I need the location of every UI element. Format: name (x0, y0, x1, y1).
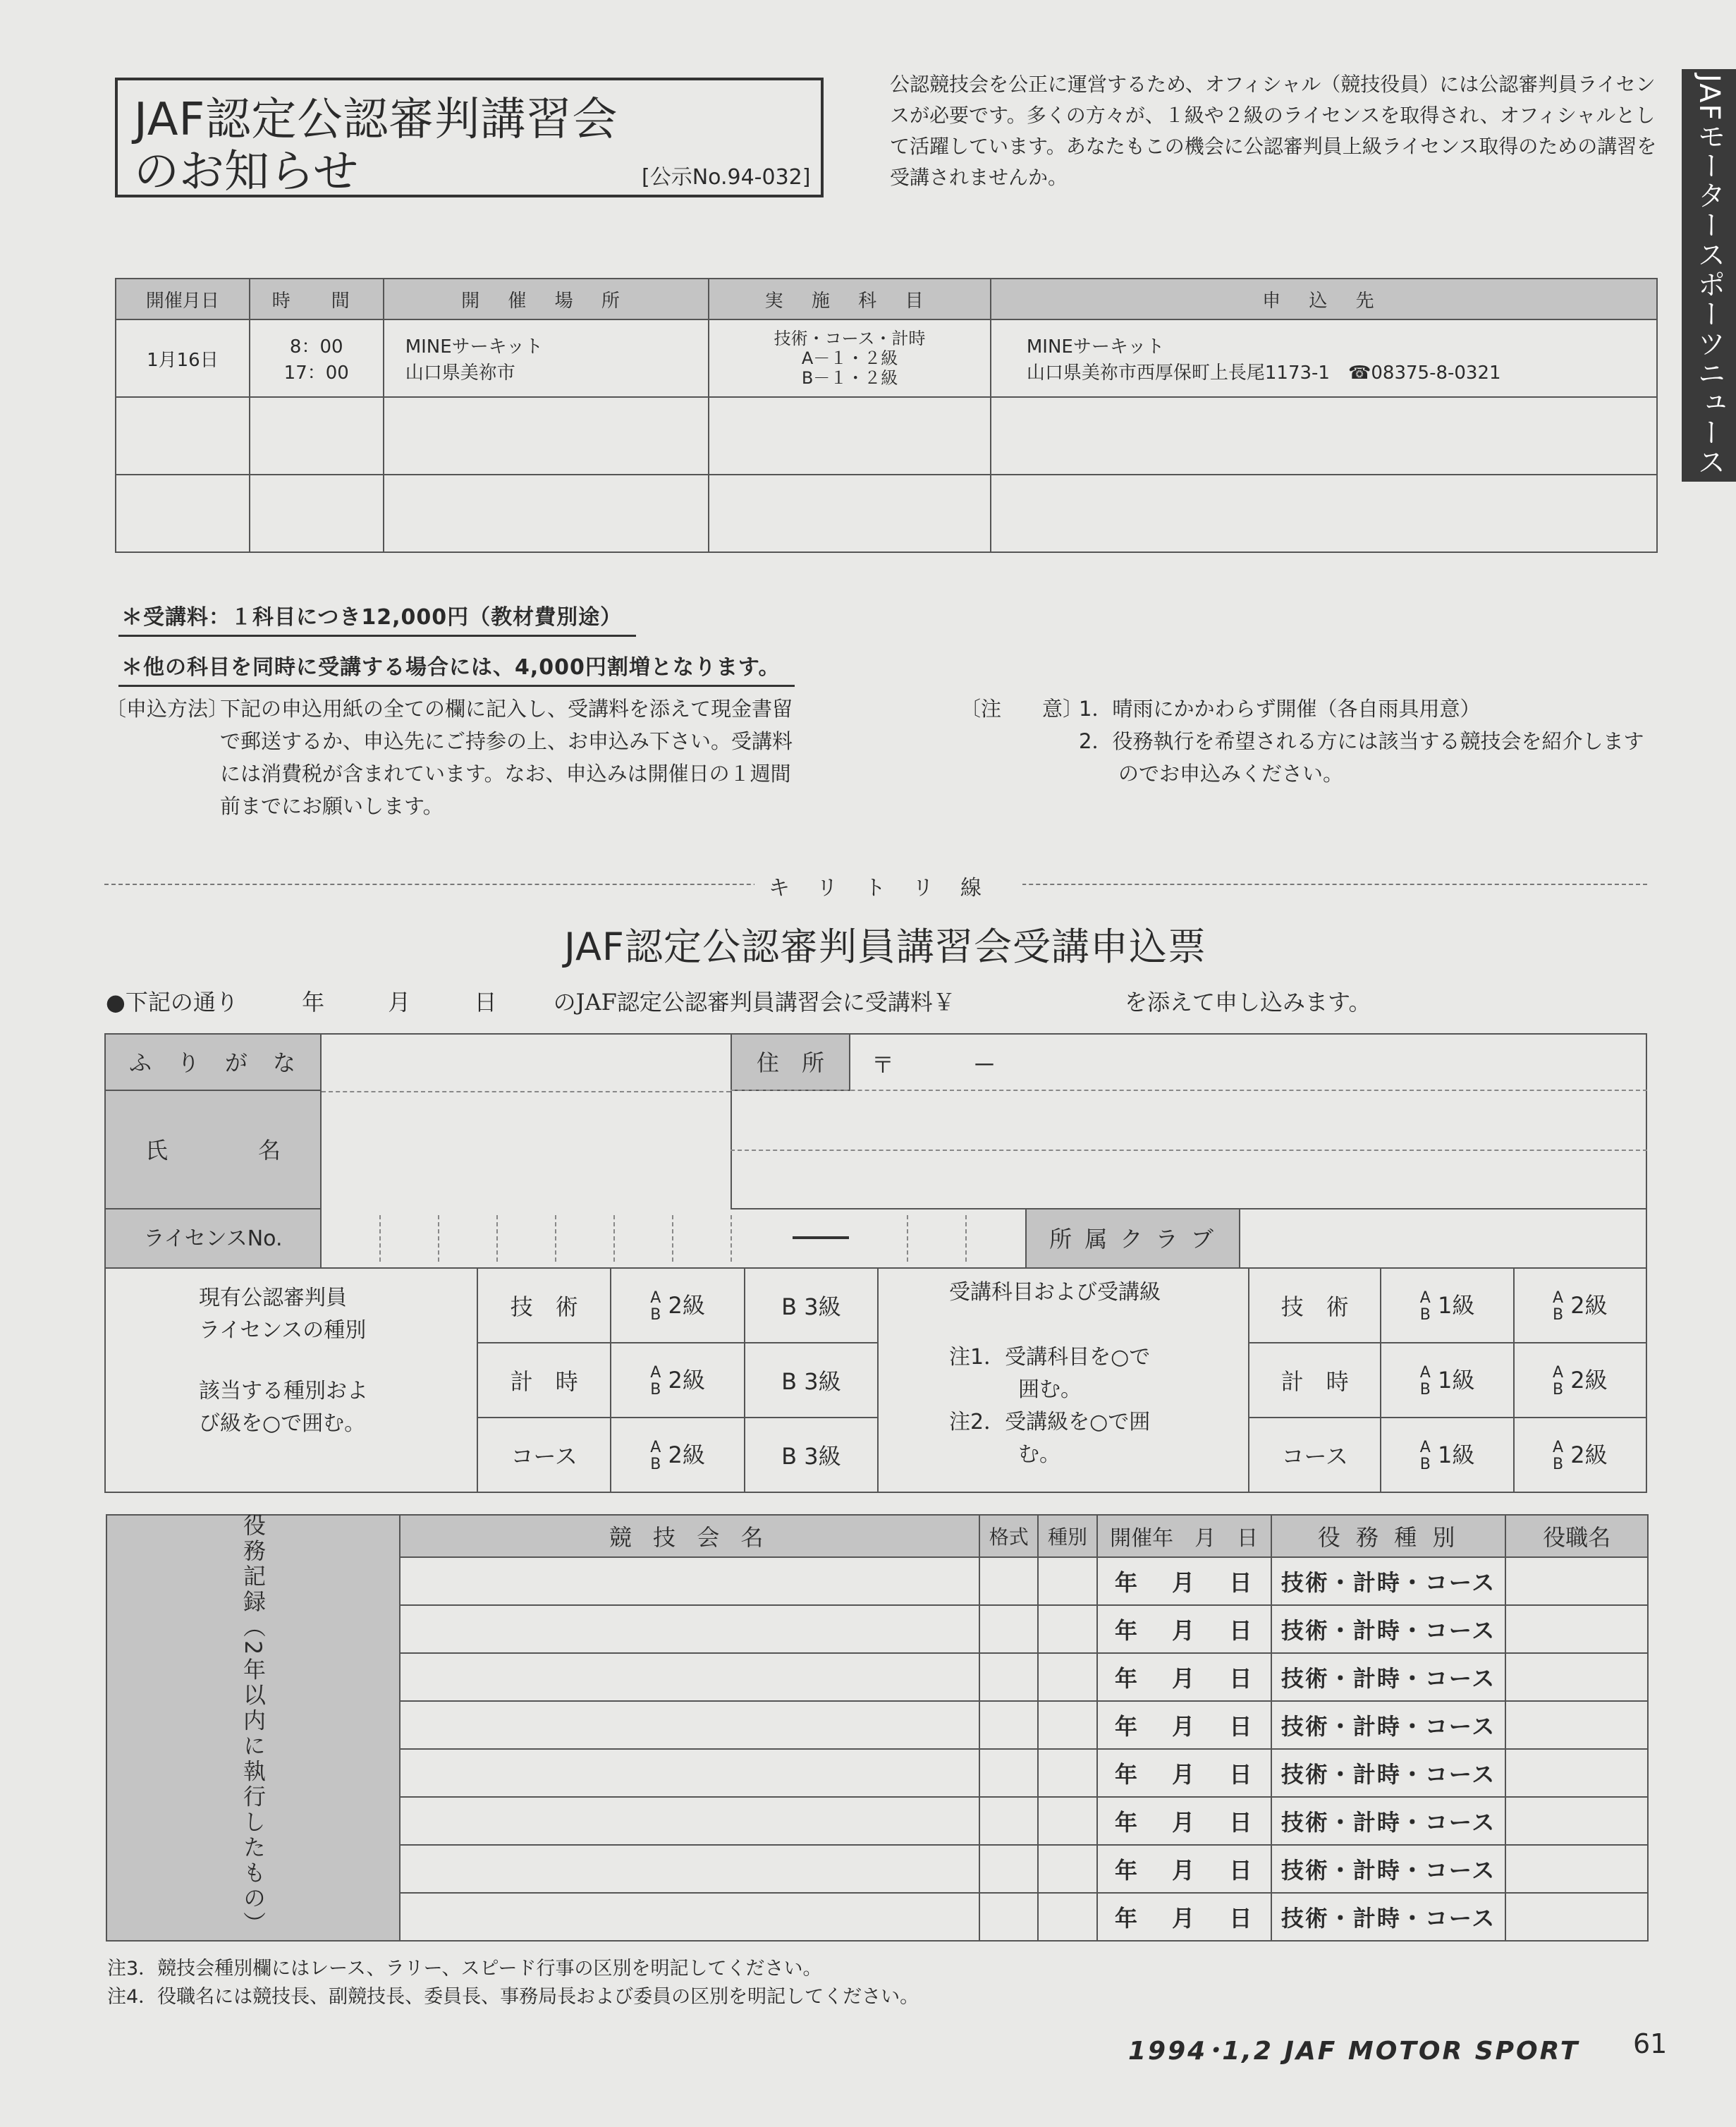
a-mark: A (1553, 1363, 1564, 1382)
col-header: 申 込 先 (991, 279, 1657, 319)
grade-option[interactable] (1381, 1418, 1513, 1492)
desc-line: 注2．受講級を○で囲 (949, 1410, 1151, 1434)
grade-option[interactable] (1514, 1343, 1646, 1418)
schedule-table (115, 278, 1658, 553)
caution-line: のでお申込みください。 (1118, 762, 1344, 786)
grade-label: 2級 (668, 1441, 705, 1468)
duty-type-cell[interactable]: 技術・計時・コース (1271, 1557, 1506, 1605)
format-input[interactable] (979, 1845, 1038, 1893)
event-name-input[interactable] (400, 1749, 979, 1797)
type-input[interactable] (1038, 1749, 1096, 1797)
form-intro-line (106, 985, 1371, 1017)
desc-line: び級を○で囲む。 (199, 1411, 366, 1436)
place-address: 山口県美祢市 (405, 362, 515, 384)
form-notes (107, 1955, 919, 2011)
event-name-input[interactable] (400, 1845, 979, 1893)
page-number: 61 (1633, 2028, 1668, 2059)
duty-record-table (106, 1514, 1649, 1942)
desc-line: ライセンスの種別 (199, 1318, 367, 1343)
a-mark: A (650, 1288, 661, 1307)
grade-label: 1級 (1438, 1441, 1475, 1468)
grade-label: 1級 (1438, 1291, 1475, 1319)
b-mark: B (1553, 1380, 1564, 1398)
date-cell[interactable]: 年 月 日 (1097, 1557, 1271, 1605)
current-license-desc (199, 1282, 368, 1440)
duty-type-cell[interactable]: 技術・計時・コース (1271, 1653, 1506, 1701)
intro-text: 公認競技会を公正に運営するため、オフィシャル（競技役員）には公認審判員ライセンスが必要です。多くの方々が、１級や２級のライセンスを取得され、オフィシャルとして活躍しています。あなたもこの機会に公認審判員上級ライセンス取得のための講習を受講されませんか。 (890, 73, 1657, 189)
license-no-input[interactable] (322, 1208, 1025, 1269)
desc-line: 現有公認審判員 (199, 1286, 347, 1310)
position-input[interactable] (1505, 1797, 1648, 1845)
category-course: コース (477, 1418, 611, 1492)
method-line: で郵送するか、申込先にご持参の上、お申込み下さい。受講料 (220, 729, 793, 753)
position-input[interactable] (1505, 1893, 1648, 1941)
form-intro-text: ●下記の通り (106, 989, 238, 1016)
address-area (731, 1033, 1647, 1209)
subject-line: B－１・２級 (801, 368, 898, 388)
format-input[interactable] (979, 1605, 1038, 1653)
position-input[interactable] (1505, 1605, 1648, 1653)
position-input[interactable] (1505, 1701, 1648, 1749)
event-name-input[interactable] (400, 1797, 979, 1845)
record-side-text: 役務記録（2年以内に執行したもの） (240, 1513, 267, 1937)
method-line: 前までにお願いします。 (220, 794, 444, 818)
event-name-input[interactable] (400, 1893, 979, 1941)
table-row (116, 475, 1657, 552)
apply-address (1027, 358, 1656, 384)
date-cell[interactable]: 年 月 日 (1097, 1653, 1271, 1701)
grade-option[interactable] (1514, 1268, 1646, 1343)
apply-name: MINEサーキット (1026, 336, 1165, 358)
b-mark: B (650, 1305, 661, 1324)
date-cell[interactable]: 年 月 日 (1097, 1749, 1271, 1797)
desc-line: 囲む。 (1018, 1377, 1082, 1402)
a-mark: A (1553, 1438, 1564, 1456)
category-tech: 技 術 (477, 1268, 611, 1343)
fee-note: ＊受講料：１科目につき12,000円（教材費別途） (118, 599, 636, 637)
col-header: 時 間 (250, 279, 384, 319)
grade-option[interactable] (1381, 1268, 1513, 1343)
grade-option[interactable] (611, 1418, 744, 1492)
caution-notes (1079, 693, 1644, 790)
method-text (220, 693, 841, 822)
caution-line: 2．役務執行を希望される方には該当する競技会を紹介します (1079, 729, 1644, 753)
a-mark: A (1553, 1288, 1564, 1307)
club-label: 所 属 ク ラ ブ (1025, 1208, 1240, 1269)
grade-option[interactable] (1381, 1343, 1513, 1418)
b-mark: B (1419, 1380, 1431, 1398)
magazine-issue: 1994･1,2 JAF MOTOR SPORT (1128, 2037, 1580, 2066)
method-line: には消費税が含まれています。なお、申込みは開催日の１週間 (220, 762, 791, 786)
caution-label: 〔注 意〕 (960, 697, 1084, 721)
b-mark: B (650, 1455, 661, 1473)
name-input[interactable] (322, 1091, 731, 1211)
name-label: 氏 名 (104, 1090, 322, 1209)
note-line: 注3．競技会種別欄にはレース、ラリー、スピード行事の区別を明記してください。 (107, 1958, 822, 1980)
format-input[interactable] (979, 1653, 1038, 1701)
position-input[interactable] (1505, 1653, 1648, 1701)
b-mark: B (1553, 1455, 1564, 1473)
duty-type-cell[interactable]: 技術・計時・コース (1271, 1701, 1506, 1749)
place-name: MINEサーキット (405, 336, 544, 358)
fee-surcharge-note: ＊他の科目を同時に受講する場合には、4,000円割増となります。 (118, 650, 795, 687)
col-header: 開催月日 (116, 279, 250, 319)
form-title: JAF認定公認審判員講習会受講申込票 (564, 925, 1206, 969)
record-side-label (106, 1515, 400, 1941)
form-intro-text: を添えて申し込みます。 (1125, 989, 1371, 1016)
a-mark: A (650, 1363, 661, 1382)
furigana-label: ふ り が な (104, 1033, 322, 1091)
table-row (116, 319, 1657, 397)
format-input[interactable] (979, 1557, 1038, 1605)
type-input[interactable] (1038, 1605, 1096, 1653)
b-mark: B (1553, 1305, 1564, 1324)
note-line: 注4．役職名には競技長、副競技長、委員長、事務局長および委員の区別を明記してください。 (107, 1986, 919, 2008)
date-cell: 1月16日 (116, 319, 250, 397)
date-cell[interactable]: 年 月 日 (1097, 1893, 1271, 1941)
col-header: 競 技 会 名 (400, 1515, 979, 1557)
year-label: 年 (302, 989, 325, 1016)
b-mark: B (1419, 1455, 1431, 1473)
format-input[interactable] (979, 1797, 1038, 1845)
type-input[interactable] (1038, 1557, 1096, 1605)
notice-number: [公示No.94-032] (642, 165, 811, 190)
address-line-2[interactable] (731, 1150, 1647, 1151)
month-label: 月 (388, 989, 411, 1016)
grade-option[interactable] (611, 1268, 744, 1343)
place-cell (384, 319, 709, 397)
col-header: 格式 (979, 1515, 1038, 1557)
b-mark: B (650, 1380, 661, 1398)
type-input[interactable] (1038, 1701, 1096, 1749)
subject-line: 技術・コース・計時 (774, 329, 926, 348)
postal-mark: 〒 (872, 1052, 895, 1078)
category-course: コース (1249, 1418, 1381, 1492)
license-no-label: ライセンスNo. (104, 1208, 322, 1269)
grade-label: 2級 (668, 1366, 705, 1394)
grade-option[interactable]: B 3級 (745, 1268, 878, 1343)
type-input[interactable] (1038, 1653, 1096, 1701)
grade-label: 2級 (668, 1291, 705, 1319)
duty-type-cell[interactable]: 技術・計時・コース (1271, 1749, 1506, 1797)
a-mark: A (1419, 1288, 1431, 1307)
col-header: 種別 (1038, 1515, 1096, 1557)
grade-label: 2級 (1570, 1291, 1608, 1319)
apply-license-grid (1248, 1267, 1647, 1493)
date-cell[interactable]: 年 月 日 (1097, 1701, 1271, 1749)
time-cell (250, 319, 384, 397)
col-header: 実 施 科 目 (709, 279, 991, 319)
apply-cell (991, 319, 1657, 397)
position-input[interactable] (1505, 1749, 1648, 1797)
end-time: 17：00 (283, 362, 349, 384)
grade-option[interactable]: B 3級 (745, 1418, 878, 1492)
a-mark: A (1419, 1438, 1431, 1456)
desc-line: む。 (1018, 1442, 1060, 1467)
section-tab: JAFモータースポーツニュース (1682, 69, 1736, 482)
category-time: 計 時 (477, 1343, 611, 1418)
type-input[interactable] (1038, 1797, 1096, 1845)
col-header: 役 務 種 別 (1271, 1515, 1506, 1557)
grade-label: 2級 (1570, 1441, 1608, 1468)
a-mark: A (1419, 1363, 1431, 1382)
method-label: 〔申込方法〕 (106, 697, 229, 721)
apply-address-text: 山口県美祢市西厚保町上長尾1173-1 (1026, 362, 1330, 384)
subject-cell (709, 319, 991, 397)
a-mark: A (650, 1438, 661, 1456)
format-input[interactable] (979, 1893, 1038, 1941)
col-header: 開 催 場 所 (384, 279, 709, 319)
duty-type-cell[interactable]: 技術・計時・コース (1271, 1845, 1506, 1893)
grade-label: 2級 (1570, 1366, 1608, 1394)
format-input[interactable] (979, 1701, 1038, 1749)
type-input[interactable] (1038, 1845, 1096, 1893)
duty-type-cell[interactable]: 技術・計時・コース (1271, 1893, 1506, 1941)
day-label: 日 (474, 989, 497, 1016)
apply-tel: ☎08375-8-0321 (1347, 362, 1501, 384)
page-title-line2: のお知らせ (134, 146, 359, 198)
subject-line: A－１・２級 (801, 348, 898, 368)
address-label: 住 所 (731, 1033, 850, 1091)
grade-option[interactable]: B 3級 (745, 1343, 878, 1418)
position-input[interactable] (1505, 1557, 1648, 1605)
furigana-input[interactable] (322, 1033, 731, 1091)
table-row (116, 397, 1657, 475)
category-time: 計 時 (1249, 1343, 1381, 1418)
position-input[interactable] (1505, 1845, 1648, 1893)
form-intro-text: のJAF認定公認審判員講習会に受講料￥ (553, 989, 955, 1016)
b-mark: B (1419, 1305, 1431, 1324)
event-name-input[interactable] (400, 1653, 979, 1701)
method-line: 下記の申込用紙の全ての欄に記入し、受講料を添えて現金書留 (220, 697, 793, 721)
postal-dash: － (973, 1052, 996, 1078)
type-input[interactable] (1038, 1893, 1096, 1941)
duty-type-cell[interactable]: 技術・計時・コース (1271, 1797, 1506, 1845)
cut-line-label: キリトリ線 (754, 870, 1022, 901)
event-name-input[interactable] (400, 1605, 979, 1653)
grade-option[interactable] (611, 1343, 744, 1418)
date-cell[interactable]: 年 月 日 (1097, 1797, 1271, 1845)
col-header: 開催年 月 日 (1097, 1515, 1271, 1557)
start-time: 8：00 (289, 336, 343, 358)
address-line[interactable] (731, 1090, 1647, 1091)
col-header: 役職名 (1505, 1515, 1648, 1557)
grade-option[interactable] (1514, 1418, 1646, 1492)
date-cell[interactable]: 年 月 日 (1097, 1845, 1271, 1893)
caution-line: 1．晴雨にかかわらず開催（各自雨具用意） (1079, 697, 1481, 721)
desc-line: 該当する種別およ (199, 1379, 368, 1403)
current-license-grid (477, 1267, 879, 1493)
category-tech: 技 術 (1249, 1268, 1381, 1343)
page-title: JAF認定公認審判講習会 (134, 94, 618, 146)
apply-subject-desc (949, 1276, 1161, 1471)
desc-line: 注1．受講科目を○で (949, 1345, 1151, 1370)
event-name-input[interactable] (400, 1557, 979, 1605)
event-name-input[interactable] (400, 1701, 979, 1749)
format-input[interactable] (979, 1749, 1038, 1797)
grade-label: 1級 (1438, 1366, 1475, 1394)
date-cell[interactable]: 年 月 日 (1097, 1605, 1271, 1653)
duty-type-cell[interactable]: 技術・計時・コース (1271, 1605, 1506, 1653)
desc-line: 受講科目および受講級 (949, 1280, 1161, 1305)
club-input[interactable] (1240, 1208, 1647, 1269)
